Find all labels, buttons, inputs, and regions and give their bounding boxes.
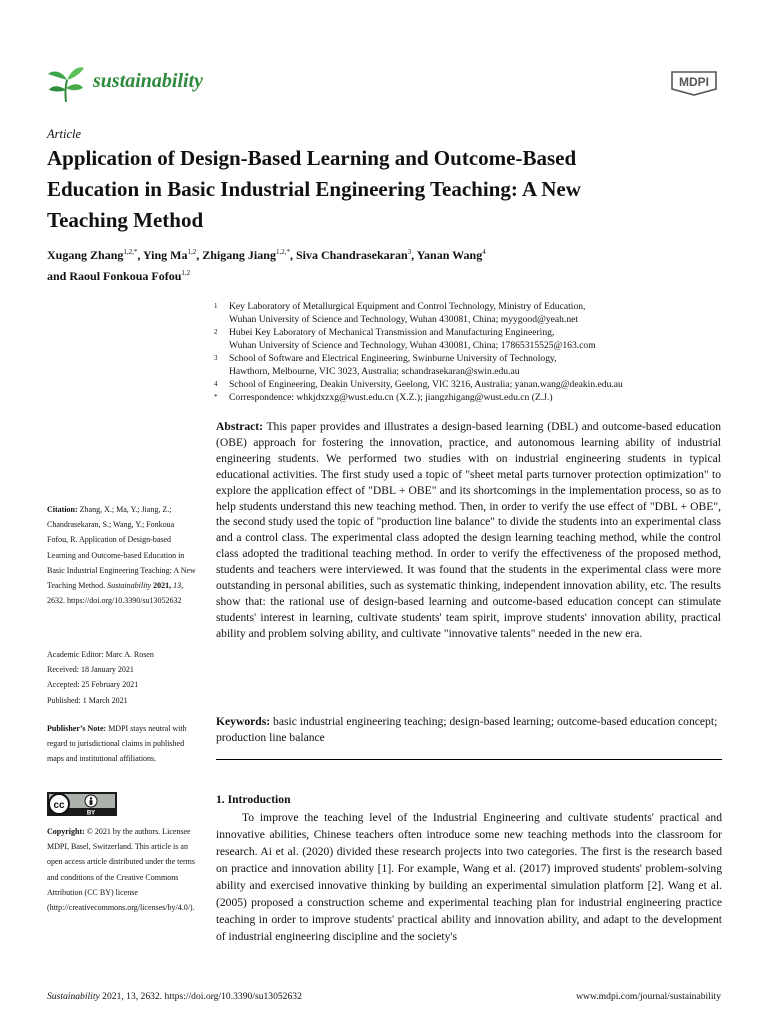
sustainability-leaf-logo-icon [46, 64, 86, 104]
publication-dates [47, 647, 197, 708]
title-line: Education in Basic Industrial Engineering Teaching: A New [47, 177, 581, 201]
abstract-text: This paper provides and illustrates a design-based learning (DBL) and outcome-based education (OBE) approach for fostering the innovation, practice, and autonomous learning ability of industrial engineering students. We performed two studies with on industrial engineering students in typical educational activities. The first study used a topic of "sheet metal parts turnover protection optimization" to explore the application effect of "DBL + OBE" and its shortcomings in the implementation process, so as to help students understand this new teaching method. Then, in order to verify the use effect of "DBL + OBE", the second study used the topic of "production line balance" to divide the students into an experimental class and a control class. The experimental class adopted the design learning teaching method, while the control class adopted the traditional teaching method. In order to verify the effectiveness of the proposed method, students and teachers were interviewed. It was found that the students in the experimental class were more outstanding in personal abilities, such as systematic thinking, independent innovation ability, etc. The results show that: the rational use of design-based learning and outcome-based education concept can stimulate students' interest in learning, cultivate students' team spirit, improve students' innovation ability, practical ability and problem solving ability, and cultivate "innovative talents" needed in the new era. [216, 420, 721, 640]
keywords-label: Keywords: [216, 715, 271, 728]
mdpi-logo-text: MDPI [679, 75, 709, 89]
section-heading-introduction: 1. Introduction [216, 793, 291, 806]
article-title [47, 143, 737, 236]
copyright-block: Copyright: © 2021 by the authors. Licensee MDPI, Basel, Switzerland. This article is an open access article distributed under the terms and conditions of the Creative Commons Attribution (CC BY) license (http://creativecommons.org/licenses/by/4.0/). [47, 827, 195, 913]
introduction-body [216, 809, 722, 945]
citation-text: Zhang, X.; Ma, Y.; Jiang, Z.; Chandrasekaran, S.; Wang, Y.; Fonkoua Fofou, R. Application of Design-based Learning and Outcome-based Education in Basic Industrial Engineering Teaching: A New Teaching Method. [47, 505, 196, 591]
citation-doi-link[interactable]: https://doi.org/10.3390/su13052632 [67, 596, 182, 606]
footer-citation: Sustainability 2021, 13, 2632. https://doi.org/10.3390/su13052632 [47, 991, 302, 1002]
affiliation-1: 1 Key Laboratory of Metallurgical Equipment and Control Technology, Ministry of Education, Wuhan University of Science and Technology, Wuhan 430081, China; myygood@yeah.net [214, 301, 586, 325]
title-line: Application of Design-Based Learning and Outcome-Based [47, 146, 577, 170]
received-date: Received: 18 January 2021 [47, 665, 134, 675]
keywords-text: basic industrial engineering teaching; design-based learning; outcome-based education concept; production line balance [216, 715, 718, 744]
correspondence: * Correspondence: whkjdxzxg@wust.edu.cn (X.Z.); jiangzhigang@wust.edu.cn (Z.J.) [214, 392, 553, 403]
affiliation-2: 2 Hubei Key Laboratory of Mechanical Transmission and Manufacturing Engineering, Wuhan University of Science and Technology, Wuhan 430081, China; 17865315525@163.com [214, 327, 596, 351]
author-line-2: and Raoul Fonkoua Fofou$^{1,2}$ [47, 269, 191, 283]
citation-block: Citation: Zhang, X.; Ma, Y.; Jiang, Z.; Chandrasekaran, S.; Wang, Y.; Fonkoua Fofou, R. Application of Design-based Learning and Outcome-based Education in Basic Industrial Engineering Teaching: A New Teaching Method. Sustainability 2021, 13, 2632. https://doi.org/10.3390/su13052632 [47, 505, 196, 606]
svg-text:cc: cc [53, 800, 65, 811]
article-type: Article [47, 127, 82, 141]
author-list [47, 243, 486, 285]
affiliation-4: 4 School of Engineering, Deakin University, Geelong, VIC 3216, Australia; yanan.wang@deakin.edu.au [214, 379, 623, 390]
abstract-label: Abstract: [216, 420, 264, 433]
section-divider [216, 759, 722, 760]
svg-text:BY: BY [86, 810, 96, 816]
affiliations [214, 300, 734, 404]
published-date: Published: 1 March 2021 [47, 695, 128, 705]
intro-paragraph: To improve the teaching level of the Industrial Engineering and cultivate students' practical and innovative abilities, Chinese teachers often introduce some new teaching methods into the classroom for research. Ai et al. (2020) divided these research projects into two categories. The first is the research based on practice and innovation ability [1]. For example, Wang et al. (2017) improved students' problem-solving ability and exercised innovative thinking by building an experimental simulation platform [2]. Wang et al. (2005) proposed a construction scheme and experimental teaching plan for industrial engineering practice teaching in order to improve students' practical ability and innovation ability, and adapt to the development of industrial engineering discipline and the society's [216, 811, 722, 943]
publisher-note: Publisher’s Note: MDPI stays neutral with regard to jurisdictional claims in published maps and institutional affiliations. [47, 724, 187, 764]
mdpi-logo-icon[interactable] [666, 67, 722, 97]
journal-name[interactable]: sustainability [93, 70, 204, 92]
abstract [216, 419, 721, 642]
citation-label: Citation: [47, 505, 78, 514]
academic-editor: Academic Editor: Marc A. Rosen [47, 650, 154, 659]
footer-journal-url[interactable]: www.mdpi.com/journal/sustainability [576, 991, 721, 1002]
affiliation-3: 3 School of Software and Electrical Engineering, Swinburne University of Technology, Hawthorn, Melbourne, VIC 3023, Australia; schandrasekaran@swin.edu.au [214, 353, 557, 377]
cc-by-license-icon[interactable] [47, 792, 117, 816]
author-line-1: Xugang Zhang$^{1,2,*}$, Ying Ma$^{1,2}$, Zhigang Jiang$^{1,2,*}$, Siva Chandrasekaran$^3$, Yanan Wang$^4$ [47, 248, 486, 262]
accepted-date: Accepted: 25 February 2021 [47, 680, 139, 690]
keywords [216, 714, 721, 746]
title-line: Teaching Method [47, 208, 204, 232]
